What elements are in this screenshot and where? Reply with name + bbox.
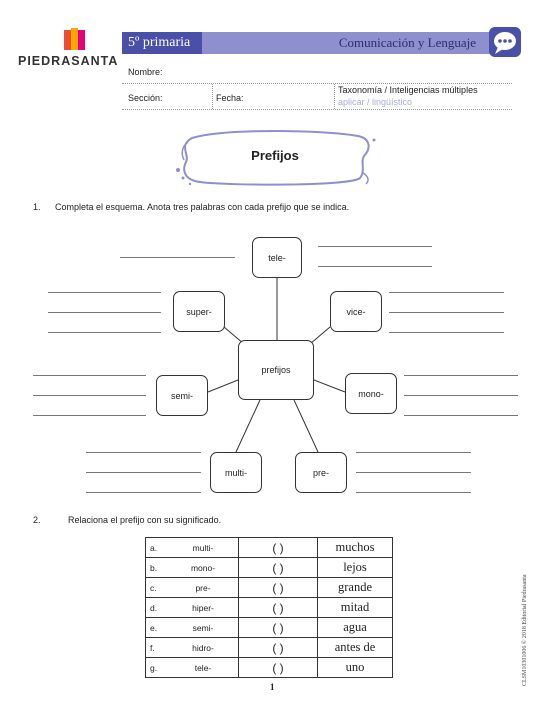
question-1-number: 1. [33, 202, 41, 212]
answer-line[interactable] [356, 492, 471, 493]
answer-blank[interactable]: ( ) [239, 538, 318, 558]
row-letter: d. [146, 598, 169, 618]
answer-blank[interactable]: ( ) [239, 578, 318, 598]
answer-line[interactable] [48, 332, 161, 333]
answer-blank[interactable]: ( ) [239, 638, 318, 658]
answer-blank[interactable]: ( ) [239, 618, 318, 638]
answer-line[interactable] [404, 395, 518, 396]
page-number: 1 [270, 682, 275, 692]
answer-line[interactable] [120, 257, 235, 258]
answer-line[interactable] [48, 312, 161, 313]
subject-title: Comunicación y Lenguaje [338, 35, 476, 50]
prefix-box-super: super- [173, 291, 225, 332]
answer-line[interactable] [86, 492, 201, 493]
answer-line[interactable] [356, 472, 471, 473]
row-letter: a. [146, 538, 169, 558]
answer-blank[interactable]: ( ) [239, 598, 318, 618]
question-2-text: Relaciona el prefijo con su significado. [68, 515, 222, 525]
row-meaning: antes de [318, 638, 393, 658]
answer-line[interactable] [33, 415, 146, 416]
answer-line[interactable] [33, 395, 146, 396]
copyright-code: CLSM10301006 © 2018 Editorial Piedrasanta [522, 574, 528, 686]
taxonomy-values: aplicar / lingüístico [338, 97, 413, 107]
row-prefix: tele- [168, 658, 239, 678]
answer-line[interactable] [404, 415, 518, 416]
row-meaning: lejos [318, 558, 393, 578]
answer-line[interactable] [389, 332, 504, 333]
answer-line[interactable] [318, 266, 432, 267]
prefix-box-pre: pre- [295, 452, 347, 493]
table-row [146, 558, 393, 578]
row-letter: e. [146, 618, 169, 638]
table-row [146, 618, 393, 638]
table-row [146, 598, 393, 618]
row-letter: f. [146, 638, 169, 658]
table-row [146, 638, 393, 658]
page-title: Prefijos [251, 148, 299, 163]
answer-blank[interactable]: ( ) [239, 558, 318, 578]
answer-line[interactable] [318, 246, 432, 247]
row-letter: b. [146, 558, 169, 578]
table-row [146, 578, 393, 598]
row-meaning: muchos [318, 538, 393, 558]
prefix-box-semi: semi- [156, 375, 208, 416]
fecha-label: Fecha: [216, 93, 244, 103]
answer-line[interactable] [86, 472, 201, 473]
row-letter: c. [146, 578, 169, 598]
answer-line[interactable] [356, 452, 471, 453]
prefix-box-tele: tele- [252, 237, 302, 278]
question-2-number: 2. [33, 515, 41, 525]
prefix-box-mono: mono- [345, 373, 397, 414]
taxonomy-label: Taxonomía / Inteligencias múltiples [338, 85, 478, 95]
row-meaning: mitad [318, 598, 393, 618]
brand-name: PIEDRASANTA [18, 54, 119, 68]
nombre-label: Nombre: [128, 67, 163, 77]
question-1-text: Completa el esquema. Anota tres palabras con cada prefijo que se indica. [55, 202, 350, 212]
row-prefix: hiper- [168, 598, 239, 618]
answer-line[interactable] [389, 292, 504, 293]
answer-line[interactable] [389, 312, 504, 313]
center-box-prefijos: prefijos [238, 340, 314, 400]
answer-blank[interactable]: ( ) [239, 658, 318, 678]
answer-line[interactable] [48, 292, 161, 293]
table-row [146, 538, 393, 558]
row-meaning: grande [318, 578, 393, 598]
row-meaning: uno [318, 658, 393, 678]
grade-label: 5º primaria [122, 32, 202, 54]
prefix-box-vice: vice- [330, 291, 382, 332]
matching-table [145, 537, 393, 678]
row-prefix: multi- [168, 538, 239, 558]
row-prefix: mono- [168, 558, 239, 578]
row-prefix: hidro- [168, 638, 239, 658]
row-prefix: pre- [168, 578, 239, 598]
row-letter: g. [146, 658, 169, 678]
table-row [146, 658, 393, 678]
row-prefix: semi- [168, 618, 239, 638]
answer-line[interactable] [33, 375, 146, 376]
answer-line[interactable] [86, 452, 201, 453]
answer-line[interactable] [404, 375, 518, 376]
seccion-label: Sección: [128, 93, 163, 103]
prefix-box-multi: multi- [210, 452, 262, 493]
row-meaning: agua [318, 618, 393, 638]
